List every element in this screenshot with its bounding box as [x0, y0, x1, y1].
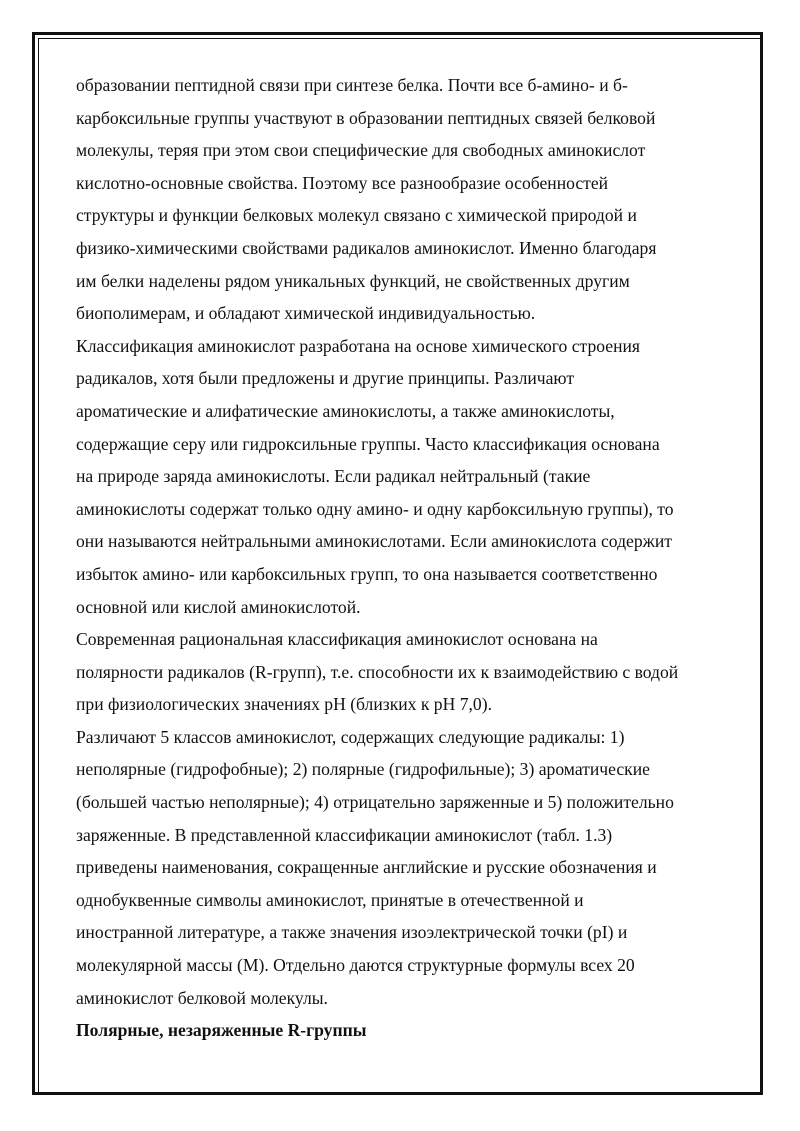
text-line: основной или кислой аминокислотой.: [76, 596, 361, 617]
text-line: избыток амино- или карбоксильных групп, то она называется соответственно: [76, 563, 658, 584]
text-line: заряженные. В представленной классификации аминокислот (табл. 1.3): [76, 824, 613, 845]
section-heading: Полярные, незаряженные R-группы: [76, 1020, 367, 1041]
text-line: на природе заряда аминокислоты. Если радикал нейтральный (такие: [76, 466, 591, 487]
text-line: аминокислоты содержат только одну амино- и одну карбоксильную группы), то: [76, 498, 674, 519]
text-line: аминокислот белковой молекулы.: [76, 987, 328, 1008]
text-line: молекулярной массы (M). Отдельно даются структурные формулы всех 20: [76, 955, 635, 976]
text-line: (большей частью неполярные); 4) отрицательно заряженные и 5) положительно: [76, 792, 674, 813]
text-line: однобуквенные символы аминокислот, принятые в отечественной и: [76, 889, 584, 910]
text-line: образовании пептидной связи при синтезе белка. Почти все б-амино- и б-: [76, 75, 628, 95]
text-line: полярности радикалов (R-групп), т.е. способности их к взаимодействию с водой: [76, 661, 679, 682]
text-line: они называются нейтральными аминокислотами. Если аминокислота содержит: [76, 531, 672, 552]
text-line: Различают 5 классов аминокислот, содержащих следующие радикалы: 1): [76, 726, 625, 747]
text-line: им белки наделены рядом уникальных функций, не свойственных другим: [76, 270, 630, 291]
text-line: физико-химическими свойствами радикалов аминокислот. Именно благодаря: [76, 237, 657, 258]
text-line: содержащие серу или гидроксильные группы. Часто классификация основана: [76, 433, 660, 454]
text-line: радикалов, хотя были предложены и другие принципы. Различают: [76, 368, 575, 389]
text-line: при физиологических значениях pH (близких к pH 7,0).: [76, 694, 492, 715]
text-line: кислотно-основные свойства. Поэтому все разнообразие особенностей: [76, 172, 609, 193]
text-line: Современная рациональная классификация аминокислот основана на: [76, 629, 598, 650]
text-line: структуры и функции белковых молекул связано с химической природой и: [76, 205, 637, 226]
text-line: молекулы, теряя при этом свои специфические для свободных аминокислот: [76, 140, 646, 161]
text-line: иностранной литературе, а также значения изоэлектрической точки (pI) и: [76, 922, 628, 943]
text-line: приведены наименования, сокращенные английские и русские обозначения и: [76, 857, 657, 878]
text-line: ароматические и алифатические аминокислоты, а также аминокислоты,: [76, 400, 615, 421]
text-line: биополимерам, и обладают химической индивидуальностью.: [76, 303, 536, 324]
text-line: неполярные (гидрофобные); 2) полярные (гидрофильные); 3) ароматические: [76, 759, 650, 780]
document-body: [76, 69, 726, 1047]
text-line: карбоксильные группы участвуют в образовании пептидных связей белковой: [76, 107, 656, 128]
text-line: Классификация аминокислот разработана на основе химического строения: [76, 335, 641, 356]
